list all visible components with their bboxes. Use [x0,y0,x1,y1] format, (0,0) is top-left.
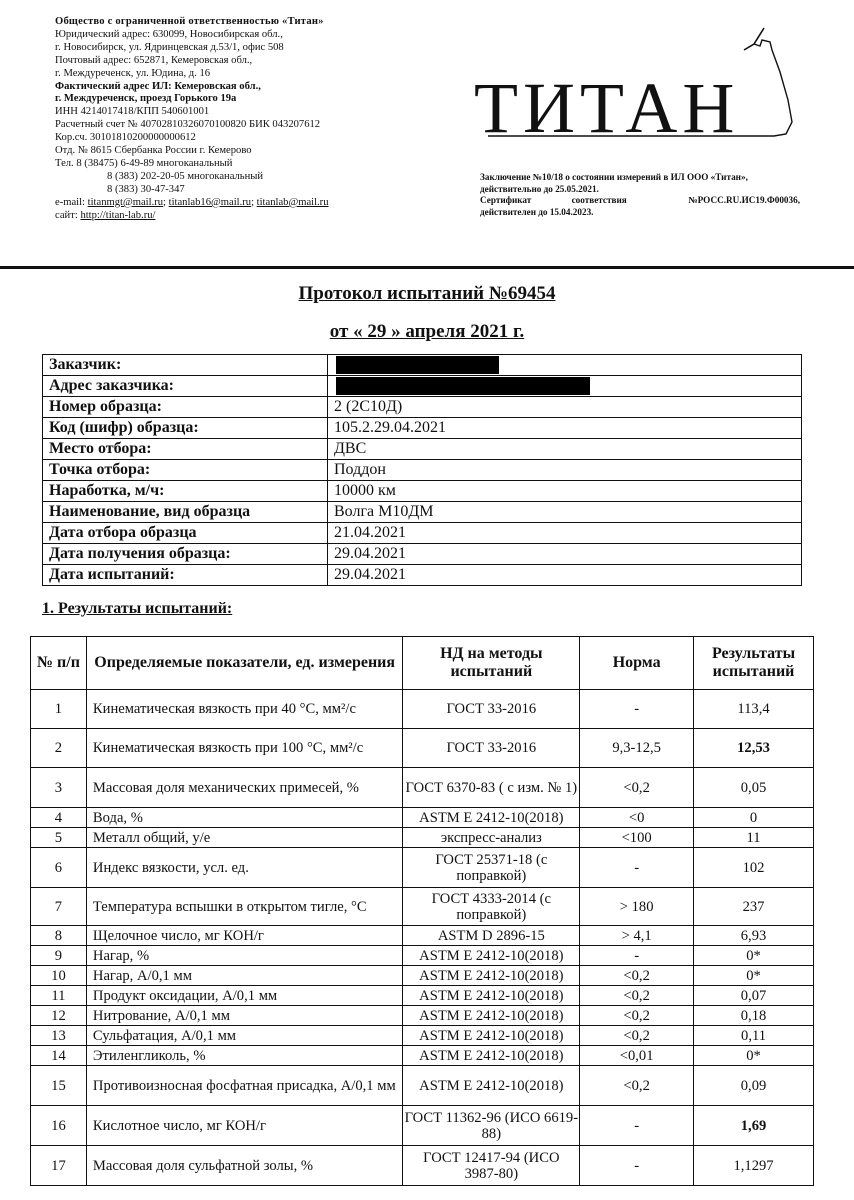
info-row-sample-number [43,397,802,418]
result-row [31,1146,814,1186]
row-parameter: Нагар, % [86,946,403,966]
row-result: 1,69 [694,1106,814,1146]
row-number: 9 [31,946,87,966]
row-parameter: Противоизносная фосфатная присадка, A/0,1 мм [86,1066,403,1106]
result-row [31,808,814,828]
row-number: 15 [31,1066,87,1106]
info-value: Волга М10ДМ [328,502,802,523]
row-parameter: Продукт оксидации, A/0,1 мм [86,986,403,1006]
info-value: 105.2.29.04.2021 [328,418,802,439]
info-value: 29.04.2021 [328,544,802,565]
row-norm: <0,2 [580,1006,694,1026]
protocol-title: Протокол испытаний №69454 [298,283,556,304]
row-method: ГОСТ 12417-94 (ИСО 3987-80) [403,1146,580,1186]
row-norm: <0,2 [580,768,694,808]
row-norm: - [580,946,694,966]
info-row-test-date [43,565,802,586]
row-parameter: Кинематическая вязкость при 100 °С, мм²/с [86,729,403,768]
result-row [31,1066,814,1106]
result-row [31,1006,814,1026]
logo-text: ТИТАН [474,68,740,148]
results-header-row [31,637,814,690]
info-label: Дата отбора образца [43,523,328,544]
row-number: 17 [31,1146,87,1186]
sample-info-table [42,354,802,586]
result-row [31,690,814,729]
row-method: ASTM E 2412-10(2018) [403,986,580,1006]
info-label: Точка отбора: [43,460,328,481]
row-method: ASTM E 2412-10(2018) [403,966,580,986]
legal-address-line-2: г. Новосибирск, ул. Ядринцевская д.53/1, офис 508 [55,41,284,53]
row-parameter: Температура вспышки в открытом тигле, °С [86,888,403,926]
info-label: Заказчик: [43,355,328,376]
info-row-sampling-point [43,460,802,481]
row-method: ASTM E 2412-10(2018) [403,808,580,828]
info-value [328,376,802,397]
email-link-2[interactable]: titanlab16@mail.ru [168,196,252,208]
header-norm: Норма [580,637,694,690]
row-norm: - [580,690,694,729]
info-row-sampling-place [43,439,802,460]
row-number: 7 [31,888,87,926]
row-norm: - [580,1146,694,1186]
row-number: 11 [31,986,87,1006]
titan-logo [458,22,808,152]
row-method: экспресс-анализ [403,828,580,848]
info-value: Поддон [328,460,802,481]
result-row [31,986,814,1006]
phone-3: 8 (383) 30-47-347 [107,183,185,195]
row-parameter: Нитрование, A/0,1 мм [86,1006,403,1026]
certificate-validity: действителен до 15.04.2023. [480,206,594,217]
row-norm: > 180 [580,888,694,926]
row-method: ASTM E 2412-10(2018) [403,1006,580,1026]
row-number: 10 [31,966,87,986]
row-parameter: Индекс вязкости, усл. ед. [86,848,403,888]
row-result: 0* [694,1046,814,1066]
row-result: 0,09 [694,1066,814,1106]
result-row [31,1046,814,1066]
info-row-customer-address [43,376,802,397]
result-row [31,828,814,848]
actual-address-line-1: Фактический адрес ИЛ: Кемеровская обл., [55,80,261,92]
row-result: 0,18 [694,1006,814,1026]
row-norm: <0,2 [580,986,694,1006]
row-result: 6,93 [694,926,814,946]
row-result: 0 [694,808,814,828]
info-label: Наименование, вид образца [43,502,328,523]
row-result: 1,1297 [694,1146,814,1186]
info-label: Наработка, м/ч: [43,481,328,502]
info-value [328,355,802,376]
result-row [31,729,814,768]
inn-kpp: ИНН 4214017418/КПП 540601001 [55,106,210,118]
actual-address-line-2: г. Междуреченск, проезд Горького 19а [55,93,237,105]
info-value: 21.04.2021 [328,523,802,544]
row-norm: <0,2 [580,966,694,986]
row-result: 0,05 [694,768,814,808]
result-row [31,966,814,986]
row-number: 14 [31,1046,87,1066]
row-parameter: Нагар, A/0,1 мм [86,966,403,986]
row-parameter: Массовая доля механических примесей, % [86,768,403,808]
row-result: 113,4 [694,690,814,729]
info-row-sample-name [43,502,802,523]
email-line: e-mail: titanmgt@mail.ru; titanlab16@mail.ru; titanlab@mail.ru [55,196,329,208]
row-number: 1 [31,690,87,729]
site-link[interactable]: http://titan-lab.ru/ [80,209,156,221]
row-norm: <0,01 [580,1046,694,1066]
phone-2: 8 (383) 202-20-05 многоканальный [107,170,264,182]
info-value: 10000 км [328,481,802,502]
email-link-3[interactable]: titanlab@mail.ru [256,196,329,208]
row-number: 8 [31,926,87,946]
info-row-customer [43,355,802,376]
row-method: ГОСТ 33-2016 [403,729,580,768]
postal-address-line-2: г. Междуреченск, ул. Юдина, д. 16 [55,67,211,79]
row-result: 12,53 [694,729,814,768]
corr-account: Кор.сч. 30101810200000000612 [55,132,196,144]
accreditation-block [480,172,800,218]
bank-branch: Отд. № 8615 Сбербанка России г. Кемерово [55,145,252,157]
row-parameter: Металл общий, у/е [86,828,403,848]
row-parameter: Кислотное число, мг КОН/г [86,1106,403,1146]
row-method: ASTM E 2412-10(2018) [403,946,580,966]
row-parameter: Массовая доля сульфатной золы, % [86,1146,403,1186]
info-label: Адрес заказчика: [43,376,328,397]
info-label: Номер образца: [43,397,328,418]
row-number: 5 [31,828,87,848]
info-row-receipt-date [43,544,802,565]
row-norm: <0,2 [580,1066,694,1106]
header-result: Результаты испытаний [694,637,814,690]
legal-address-line-1: Юридический адрес: 630099, Новосибирская обл., [55,28,283,40]
row-norm: > 4,1 [580,926,694,946]
email-label: e-mail: [55,196,86,208]
site-line [55,210,455,223]
row-result: 102 [694,848,814,888]
row-method: ГОСТ 33-2016 [403,690,580,729]
row-parameter: Этиленгликоль, % [86,1046,403,1066]
row-parameter: Щелочное число, мг КОН/г [86,926,403,946]
info-row-sampling-date [43,523,802,544]
results-table [30,636,814,1186]
email-link-1[interactable]: titanmgt@mail.ru [87,196,164,208]
row-result: 0* [694,946,814,966]
row-method: ГОСТ 6370-83 ( с изм. № 1) [403,768,580,808]
result-row [31,848,814,888]
company-name: Общество с ограниченной ответственностью «Титан» [55,16,324,27]
conclusion-line-2: действительно до 25.05.2021. [480,183,599,194]
info-label: Дата получения образца: [43,544,328,565]
row-result: 11 [694,828,814,848]
redacted-block [336,377,590,395]
row-method: ГОСТ 11362-96 (ИСО 6619-88) [403,1106,580,1146]
info-value: 29.04.2021 [328,565,802,586]
bank-account: Расчетный счет № 40702810326070100820 БИК 043207612 [55,119,321,131]
info-value: ДВС [328,439,802,460]
certificate-label: Сертификат соответствия [480,195,627,206]
header-method: НД на методы испытаний [403,637,580,690]
row-norm: - [580,848,694,888]
site-label: сайт: [55,209,78,221]
row-method: ASTM E 2412-10(2018) [403,1046,580,1066]
row-method: ASTM E 2412-10(2018) [403,1066,580,1106]
row-number: 4 [31,808,87,828]
result-row [31,1106,814,1146]
row-norm: - [580,1106,694,1146]
row-norm: <0 [580,808,694,828]
row-norm: 9,3-12,5 [580,729,694,768]
header-divider [0,266,854,269]
info-row-sample-code [43,418,802,439]
row-number: 13 [31,1026,87,1046]
row-parameter: Вода, % [86,808,403,828]
info-label: Код (шифр) образца: [43,418,328,439]
postal-address-line-1: Почтовый адрес: 652871, Кемеровская обл., [55,54,253,66]
row-number: 2 [31,729,87,768]
section-title: 1. Результаты испытаний: [42,600,233,617]
info-label: Место отбора: [43,439,328,460]
certificate-number: №РОСС.RU.ИС19.Ф00036, [688,195,800,206]
row-method: ASTM D 2896-15 [403,926,580,946]
info-value: 2 (2С10Д) [328,397,802,418]
row-number: 3 [31,768,87,808]
row-result: 0* [694,966,814,986]
info-label: Дата испытаний: [43,565,328,586]
row-method: ASTM E 2412-10(2018) [403,1026,580,1046]
result-row [31,926,814,946]
company-requisites [55,16,455,223]
header-num: № п/п [31,637,87,690]
phone-1: Тел. 8 (38475) 6-49-89 многоканальный [55,157,233,169]
result-row [31,888,814,926]
row-norm: <0,2 [580,1026,694,1046]
row-result: 0,11 [694,1026,814,1046]
result-row [31,946,814,966]
row-number: 16 [31,1106,87,1146]
info-row-operating-time [43,481,802,502]
protocol-date: от « 29 » апреля 2021 г. [329,321,525,342]
row-number: 12 [31,1006,87,1026]
result-row [31,1026,814,1046]
row-parameter: Кинематическая вязкость при 40 °С, мм²/с [86,690,403,729]
header-param: Определяемые показатели, ед. измерения [86,637,403,690]
row-result: 0,07 [694,986,814,1006]
conclusion-line-1: Заключение №10/18 о состоянии измерений в ИЛ ООО «Титан», [480,172,748,182]
redacted-block [336,356,499,374]
row-method: ГОСТ 4333-2014 (с поправкой) [403,888,580,926]
row-parameter: Сульфатация, A/0,1 мм [86,1026,403,1046]
result-row [31,768,814,808]
certificate-line [480,195,800,207]
row-norm: <100 [580,828,694,848]
row-number: 6 [31,848,87,888]
row-method: ГОСТ 25371-18 (с поправкой) [403,848,580,888]
row-result: 237 [694,888,814,926]
